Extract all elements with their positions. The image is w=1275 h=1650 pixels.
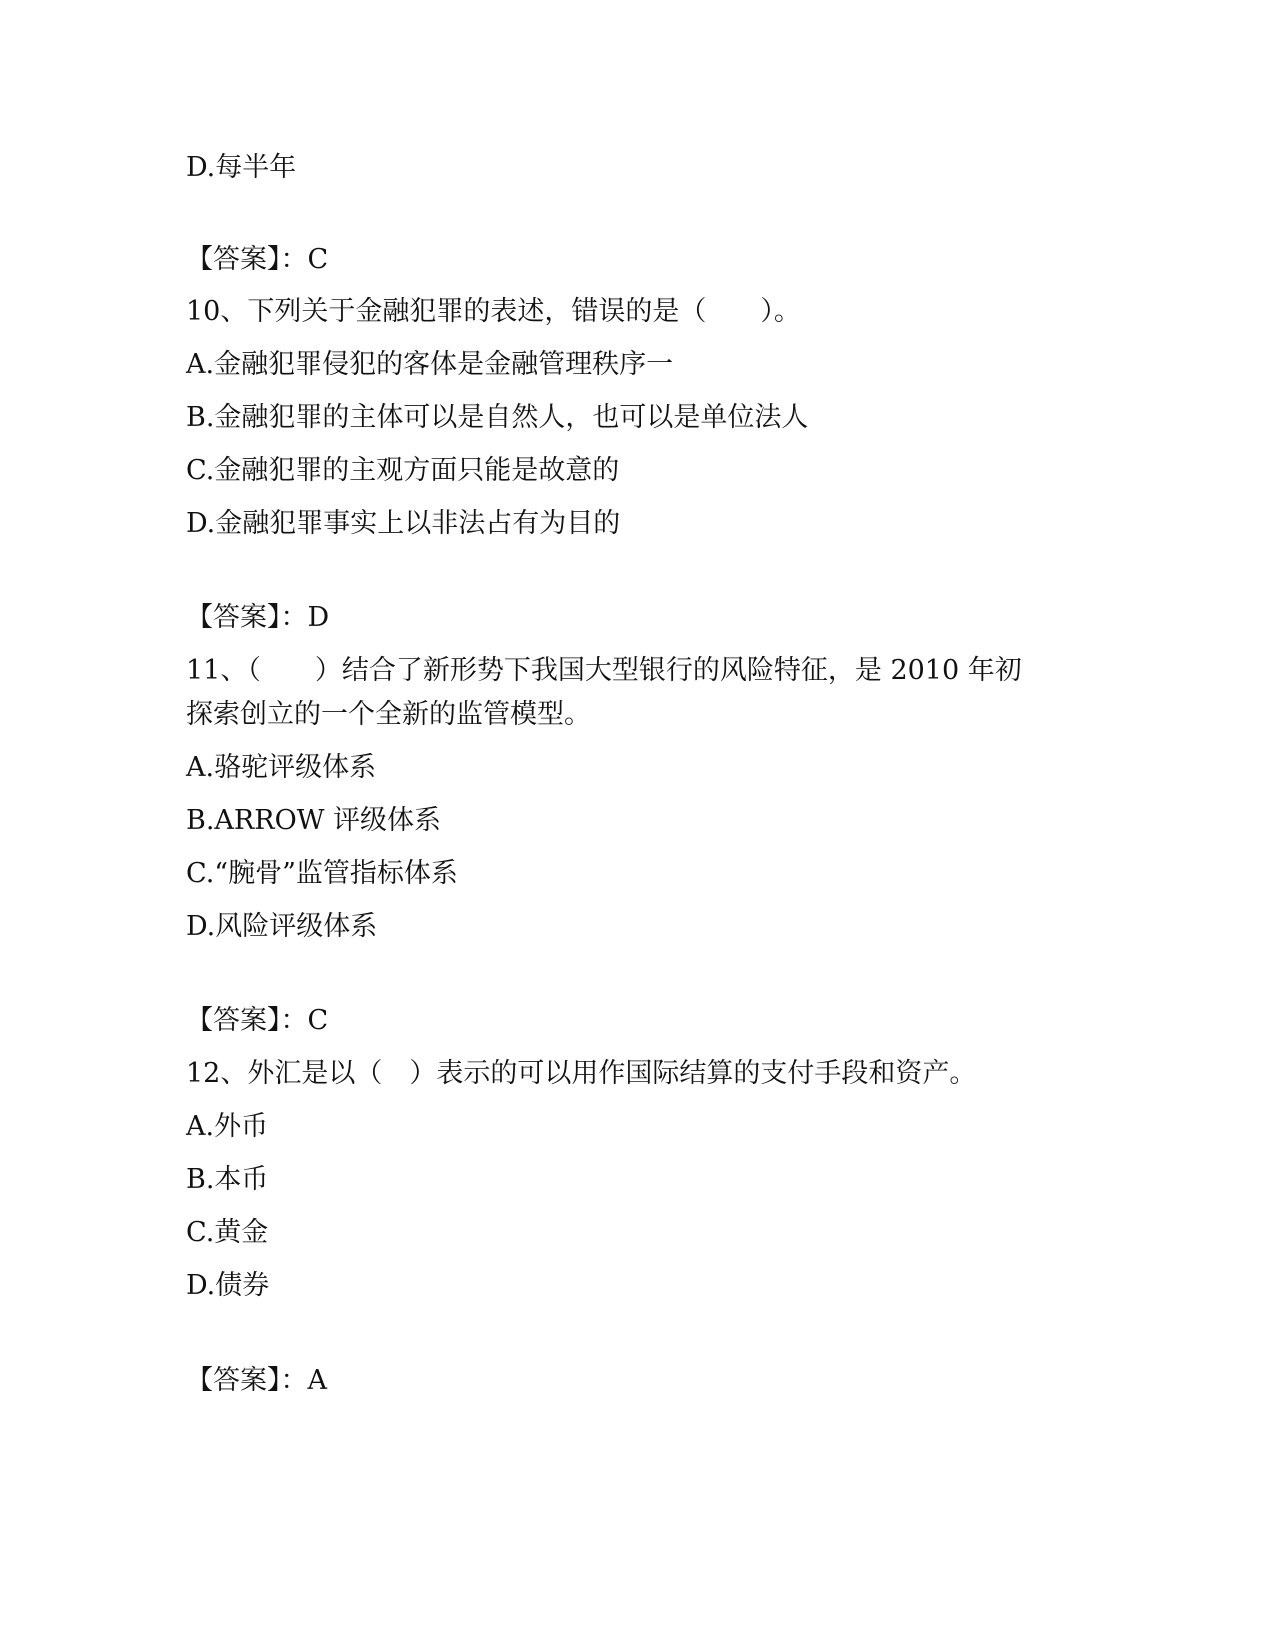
q12-stem: 12、外汇是以（ ）表示的可以用作国际结算的支付手段和资产。: [186, 1058, 977, 1089]
q10-option-d: D.金融犯罪事实上以非法占有为目的: [186, 508, 621, 539]
q11-stem-line1: 11、（ ）结合了新形势下我国大型银行的风险特征，是 2010 年初: [186, 655, 1022, 686]
q12-option-b: B.本币: [186, 1164, 269, 1195]
q12-option-c: C.黄金: [186, 1217, 269, 1248]
q12-option-a: A.外币: [186, 1111, 269, 1142]
q12-option-d: D.债券: [186, 1270, 270, 1301]
q10-answer: 【答案】：D: [186, 602, 330, 633]
q11-stem-line2: 探索创立的一个全新的监管模型。: [186, 699, 591, 730]
q12-answer: 【答案】：A: [186, 1365, 327, 1396]
q11-answer: 【答案】：C: [186, 1005, 329, 1036]
q10-option-c: C.金融犯罪的主观方面只能是故意的: [186, 455, 620, 486]
q10-option-b: B.金融犯罪的主体可以是自然人，也可以是单位法人: [186, 402, 809, 433]
q10-stem: 10、下列关于金融犯罪的表述，错误的是（ ）。: [186, 296, 801, 327]
q11-option-c: C.“腕骨”监管指标体系: [186, 858, 458, 889]
q9-option-d: D.每半年: [186, 152, 297, 183]
q9-answer: 【答案】：C: [186, 244, 329, 275]
q11-option-b: B.ARROW 评级体系: [186, 805, 442, 836]
q11-option-a: A.骆驼评级体系: [186, 752, 377, 783]
q11-option-d: D.风险评级体系: [186, 911, 378, 942]
q10-option-a: A.金融犯罪侵犯的客体是金融管理秩序一: [186, 349, 674, 380]
